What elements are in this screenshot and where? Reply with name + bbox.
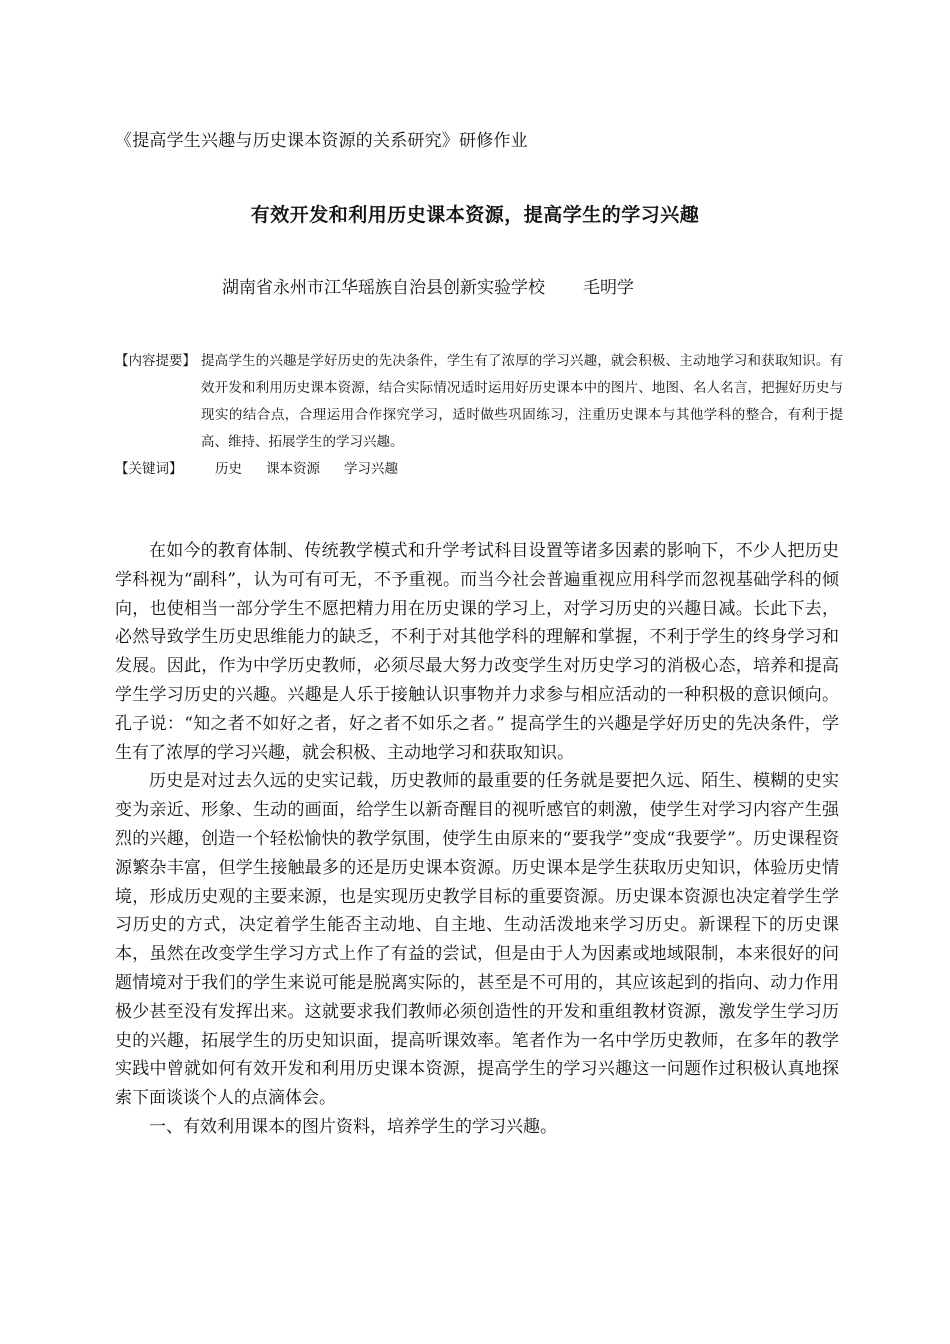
header-note: 《提高学生兴趣与历史课本资源的关系研究》研修作业 [115,131,528,151]
body-paragraph: 历史是对过去久远的史实记载，历史教师的最重要的任务就是要把久远、陌生、模糊的史实变为亲近、形象、生动的画面，给学生以新奇醒目的视听感官的刺激，使学生对学习内容产生强烈的兴趣，创造一个轻松愉快的教学氛围，使学生由原来的“要我学”变成“我要学”。历史课程资源繁杂丰富，但学生接触最多的还是历史课本资源。历史课本是学生获取历史知识，体验历史情境，形成历史观的主要来源，也是实现历史教学目标的重要资源。历史课本资源也决定着学生学习历史的方式，决定着学生能否主动地、自主地、生动活泼地来学习历史。新课程下的历史课本，虽然在改变学生学习方式上作了有益的尝试，但是由于人为因素或地域限制，本来很好的问题情境对于我们的学生来说可能是脱离实际的，甚至是不可用的，其应该起到的指向、动力作用极少甚至没有发挥出来。这就要求我们教师必须创造性的开发和重组教材资源，激发学生学习历史的兴趣，拓展学生的历史知识面，提高听课效率。笔者作为一名中学历史教师，在多年的教学实践中曾就如何有效开发和利用历史课本资源，提高学生的学习兴趣这一问题作过积极认真地探索下面谈谈个人的点滴体会。 [115,771,839,1109]
author-school: 湖南省永州市江华瑶族自治县创新实验学校 [222,278,545,298]
abstract-label: 【内容提要】 [115,353,196,369]
keyword-item: 学习兴趣 [344,461,398,477]
author-line [222,273,634,298]
keyword-item: 课本资源 [266,461,320,477]
body-paragraph: 在如今的教育体制、传统教学模式和升学考试科目设置等诸多因素的影响下，不少人把历史学科视为“副科”，认为可有可无，不予重视。而当今社会普遍重视应用科学而忽视基础学科的倾向，也使相当一部分学生不愿把精力用在历史课的学习上，对学习历史的兴趣日减。长此下去，必然导致学生历史思维能力的缺乏，不利于对其他学科的理解和掌握，不利于学生的终身学习和发展。因此，作为中学历史教师，必须尽最大努力改变学生对历史学习的消极心态，培养和提高学生学习历史的兴趣。兴趣是人乐于接触认识事物并力求参与相应活动的一种积极的意识倾向。孔子说：“知之者不如好之者，好之者不如乐之者。” 提高学生的兴趣是学好历史的先决条件，学生有了浓厚的学习兴趣，就会积极、主动地学习和获取知识。 [115,541,839,763]
body-text [115,537,839,1142]
abstract-text: 提高学生的兴趣是学好历史的先决条件，学生有了浓厚的学习兴趣，就会积极、主动地学习和获取知识。有效开发和利用历史课本资源，结合实际情况适时运用好历史课本中的图片、地图、名人名言，把握好历史与现实的结合点，合理运用合作探究学习，适时做些巩固练习，注重历史课本与其他学科的整合，有利于提高、维持、拓展学生的学习兴趣。 [201,353,843,450]
keyword-item: 历史 [215,461,242,477]
author-name: 毛明学 [583,278,634,298]
abstract-section [115,348,843,483]
keywords-label: 【关键词】 [115,461,183,477]
abstract-row [115,348,843,456]
section-heading: 一、有效利用课本的图片资料，培养学生的学习兴趣。 [149,1116,557,1137]
keywords-row [115,456,843,483]
article-title: 有效开发和利用历史课本资源，提高学生的学习兴趣 [250,204,700,226]
